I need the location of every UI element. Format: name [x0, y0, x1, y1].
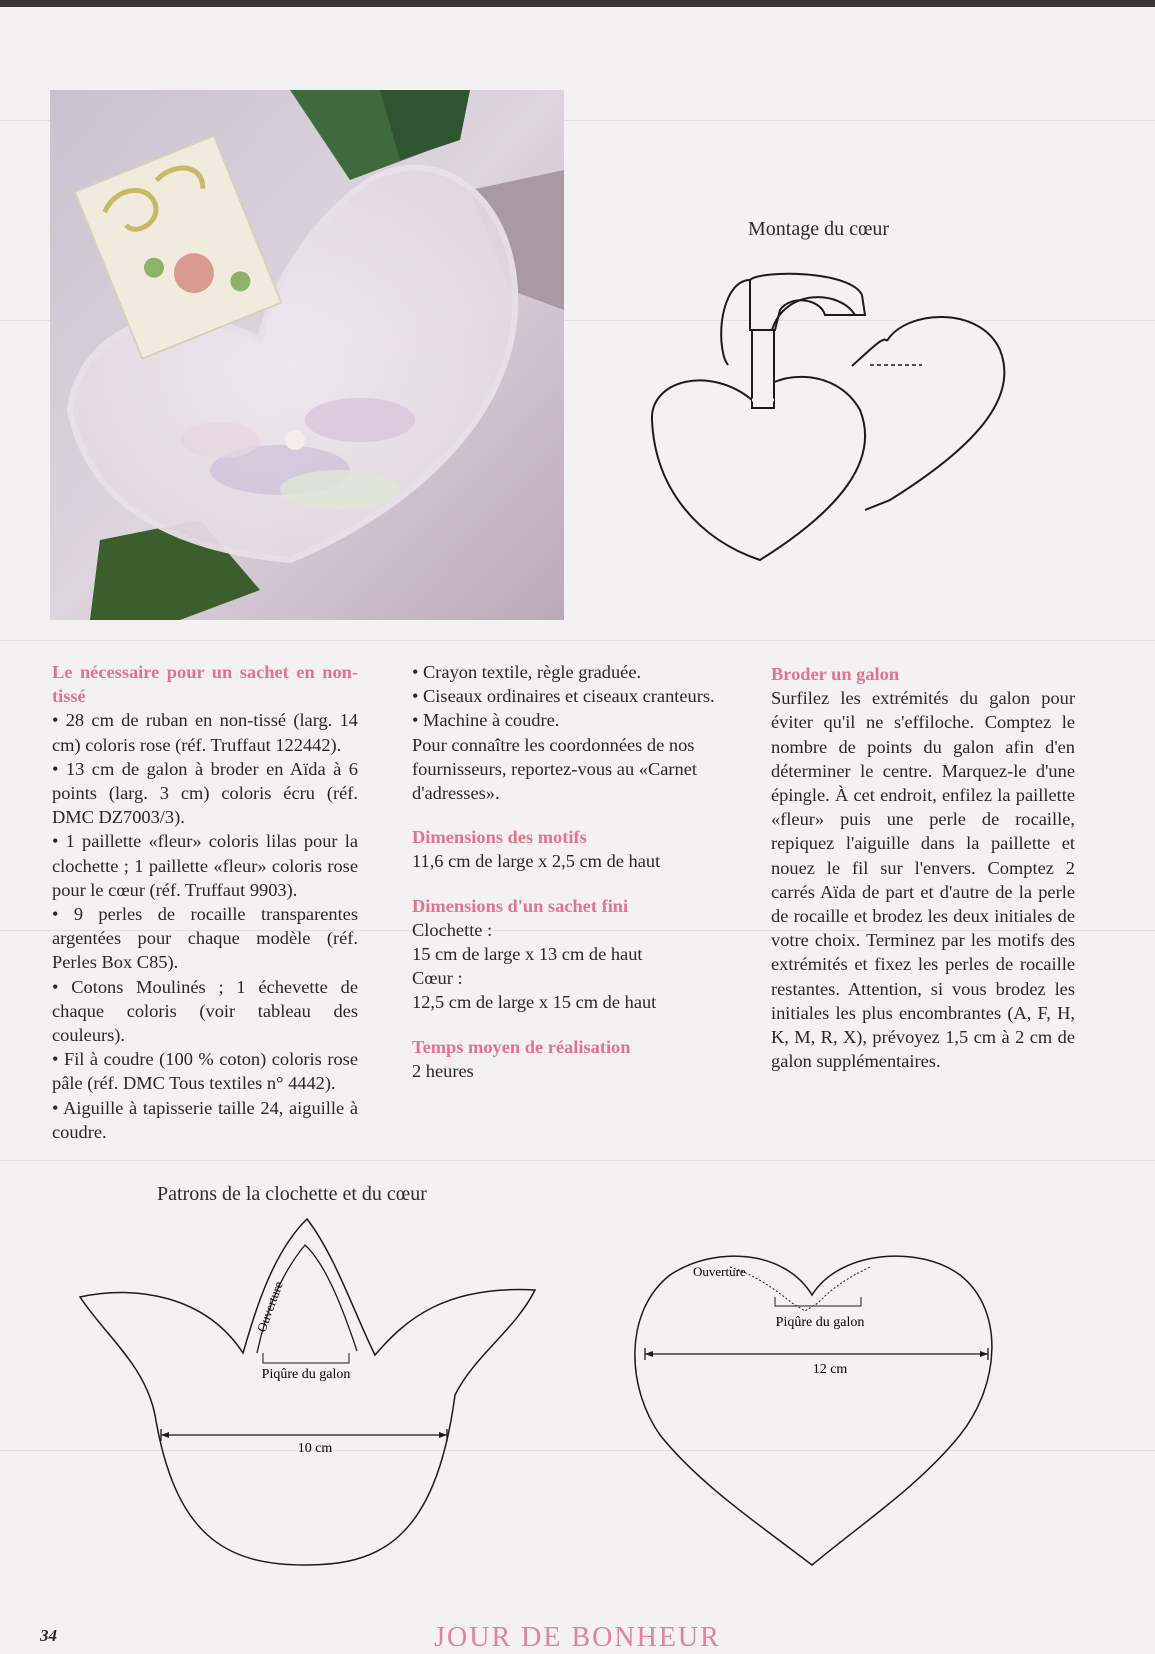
supplies-heading: Le nécessaire pour un sachet en non-tissé: [52, 662, 358, 707]
supply-item: • 9 perles de rocaille transparentes argentées pour chaque modèle (réf. Perles Box C85).: [52, 904, 358, 973]
finished-dimensions-heading: Dimensions d'un sachet fini: [412, 895, 629, 916]
coeur-opening-label: Ouverture: [693, 1264, 746, 1279]
supply-item: • 13 cm de galon à broder en Aïda à 6 points (larg. 3 cm) coloris écru (réf. DMC DZ7003/3).: [52, 758, 358, 828]
montage-title: Montage du cœur: [748, 218, 890, 240]
embroidery-text: Surfilez les extrémités du galon pour éviter qu'il ne s'effiloche. Comptez le nombre de points du galon afin d'en déterminer le centre. Marquez-le d'une épingle. À cet endroit, enfilez la paillette «fleur» puis une perle de rocaille, repiquez l'aiguille dans la paillette et nouez le fil sur l'envers. Comptez 2 carrés Aïda de part et d'autre de la perle de rocaille et brodez les deux initiales de votre choix. Terminez par les motifs des extrémités et fixez les perles de rocaille restantes. Attention, si vous brodez les initiales les plus encombrantes (A, F, H, K, M, R, X), prévoyez 1,5 cm à 2 cm de galon supplémentaires.: [771, 688, 1075, 1072]
coeur-width-label: 12 cm: [812, 1362, 848, 1377]
details-column: [412, 660, 722, 1083]
clochette-label: Clochette :: [412, 919, 493, 940]
time-text: 2 heures: [412, 1060, 474, 1081]
supply-item: • 1 paillette «fleur» coloris lilas pour la clochette ; 1 paillette «fleur» coloris rose pour le cœur (réf. Truffaut 9903).: [52, 831, 358, 900]
supply-item: • Cotons Moulinés ; 1 échevette de chaque coloris (voir tableau des couleurs).: [52, 976, 358, 1046]
supply-item: • Fil à coudre (100 % coton) coloris rose pâle (réf. DMC Tous textiles n° 4442).: [52, 1049, 358, 1094]
coeur-pattern: [630, 1245, 1010, 1575]
motif-dimensions-heading: Dimensions des motifs: [412, 827, 587, 848]
patterns-title: Patrons de la clochette et du cœur: [157, 1183, 427, 1205]
clochette-pattern: [75, 1215, 545, 1595]
supplies-column: [52, 660, 358, 1144]
embroidery-column: [771, 662, 1075, 1073]
supply-item: • 28 cm de ruban en non-tissé (larg. 14 cm) coloris rose (réf. Truffaut 122442).: [52, 710, 358, 755]
sachet-photo: [50, 90, 564, 620]
supply-item: • Crayon textile, règle graduée.: [412, 662, 642, 682]
motif-dimensions-text: 11,6 cm de large x 2,5 cm de haut: [412, 851, 661, 872]
clochette-dimensions: 15 cm de large x 13 cm de haut: [412, 944, 643, 965]
clochette-opening-label: Ouverture: [253, 1279, 286, 1335]
supply-item: • Aiguille à tapisserie taille 24, aiguille à coudre.: [52, 1097, 358, 1142]
time-heading: Temps moyen de réalisation: [412, 1036, 631, 1057]
supply-item: • Machine à coudre.: [412, 710, 560, 731]
coeur-dimensions: 12,5 cm de large x 15 cm de haut: [412, 992, 657, 1013]
page-number: 34: [40, 1626, 57, 1645]
supply-item: • Ciseaux ordinaires et ciseaux cranteurs.: [412, 686, 715, 707]
suppliers-note: Pour connaître les coordonnées de nos fournisseurs, reportez-vous au «Carnet d'adresses».: [412, 734, 697, 804]
top-border: [0, 0, 1155, 7]
paper-line: [0, 1160, 1155, 1161]
magazine-title: JOUR DE BONHEUR: [434, 1622, 721, 1653]
coeur-stitch-label: Piqûre du galon: [775, 1315, 865, 1330]
embroidery-heading: Broder un galon: [771, 664, 900, 684]
coeur-label: Cœur :: [412, 968, 463, 989]
clochette-width-label: 10 cm: [297, 1441, 333, 1456]
clochette-stitch-label: Piqûre du galon: [261, 1367, 351, 1382]
heart-assembly-diagram: [640, 270, 1030, 600]
paper-line: [0, 640, 1155, 641]
